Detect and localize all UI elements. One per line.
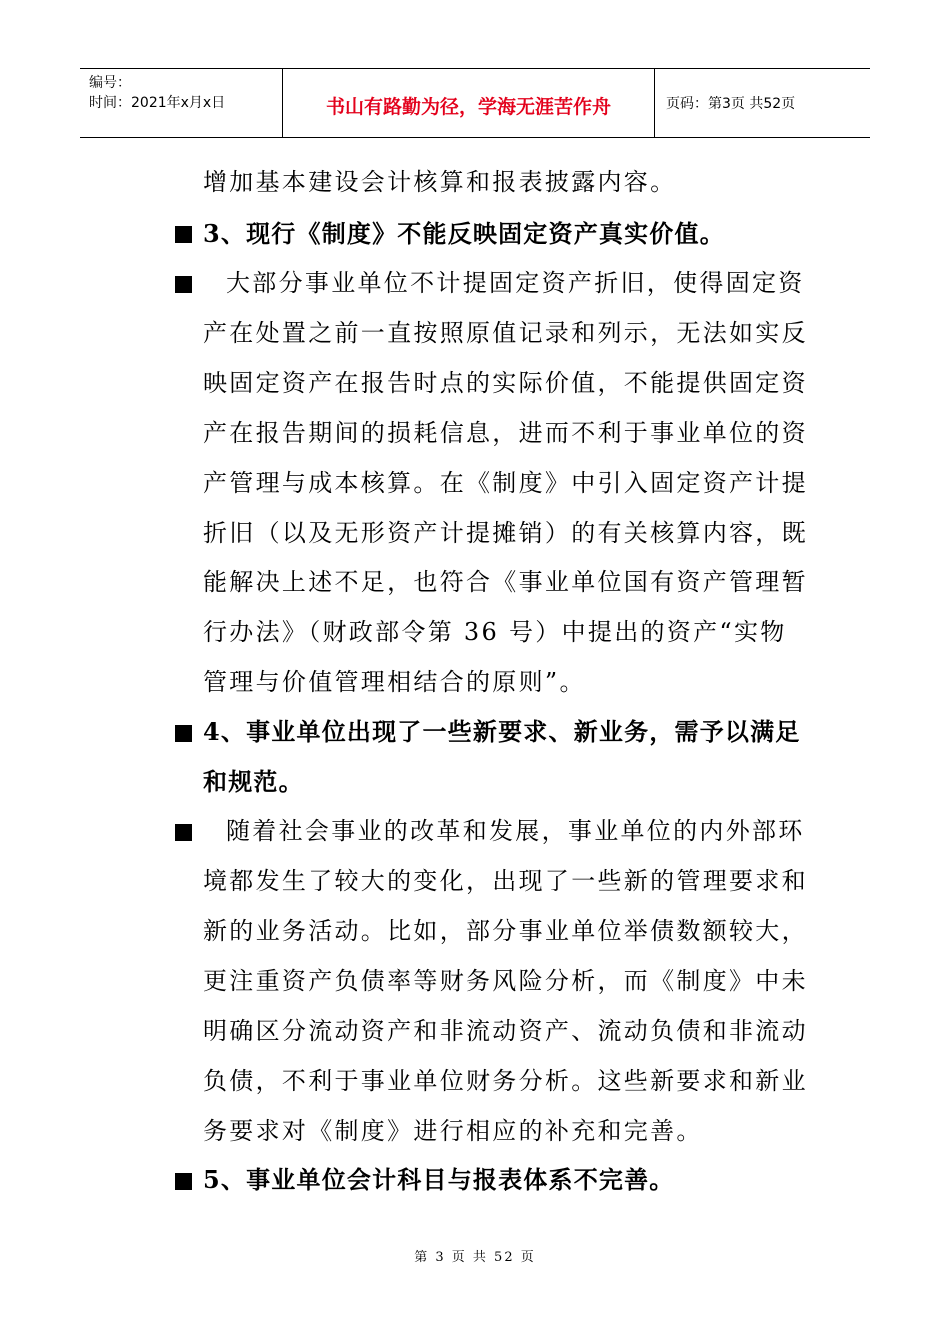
paragraph-line: 务要求对《制度》进行相应的补充和完善。 xyxy=(203,1117,703,1145)
section-heading-4: 4、事业单位出现了一些新要求、新业务，需予以满足 xyxy=(203,717,801,746)
paragraph-line: 境都发生了较大的变化，出现了一些新的管理要求和 xyxy=(203,867,808,895)
paragraph-line: 明确区分流动资产和非流动资产、流动负债和非流动 xyxy=(203,1017,808,1045)
paragraph-line: 产在处置之前一直按照原值记录和列示，无法如实反 xyxy=(203,319,808,347)
section-heading-3: 3、现行《制度》不能反映固定资产真实价值。 xyxy=(203,219,725,248)
header-motto: 书山有路勤为径，学海无涯苦作舟 xyxy=(283,69,655,137)
square-bullet-icon xyxy=(175,276,192,293)
section-heading-5: 5、事业单位会计科目与报表体系不完善。 xyxy=(203,1165,675,1194)
section-heading-4-cont: 和规范。 xyxy=(203,767,304,796)
square-bullet-icon xyxy=(175,824,192,841)
paragraph-line: 行办法》（财政部令第 36 号）中提出的资产“实物 xyxy=(203,618,787,646)
page-header xyxy=(80,68,870,138)
page-footer: 第 3 页 共 52 页 xyxy=(414,1250,536,1265)
paragraph-line: 能解决上述不足，也符合《事业单位国有资产管理暂 xyxy=(203,568,808,596)
paragraph-line: 更注重资产负债率等财务风险分析，而《制度》中未 xyxy=(203,967,808,995)
paragraph-line: 产在报告期间的损耗信息，进而不利于事业单位的资 xyxy=(203,419,808,447)
square-bullet-icon xyxy=(175,1173,192,1190)
paragraph-line: 增加基本建设会计核算和报表披露内容。 xyxy=(203,168,677,196)
header-page-label: 页码：第3页 共52页 xyxy=(666,96,796,112)
paragraph-line: 管理与价值管理相结合的原则”。 xyxy=(203,668,586,696)
paragraph-line: 新的业务活动。比如，部分事业单位举债数额较大， xyxy=(203,917,808,945)
paragraph-line: 负债，不利于事业单位财务分析。这些新要求和新业 xyxy=(203,1067,808,1095)
paragraph-line: 产管理与成本核算。在《制度》中引入固定资产计提 xyxy=(203,469,808,497)
header-meta xyxy=(80,69,283,137)
header-time-label: 时间：2021年x月x日 xyxy=(89,95,226,111)
header-number-label: 编号： xyxy=(89,75,131,91)
square-bullet-icon xyxy=(175,226,192,243)
paragraph-line: 随着社会事业的改革和发展，事业单位的内外部环 xyxy=(226,817,805,845)
paragraph-line: 大部分事业单位不计提固定资产折旧，使得固定资 xyxy=(226,269,805,297)
paragraph-line: 映固定资产在报告时点的实际价值，不能提供固定资 xyxy=(203,369,808,397)
square-bullet-icon xyxy=(175,725,192,742)
paragraph-line: 折旧（以及无形资产计提摊销）的有关核算内容，既 xyxy=(203,519,808,547)
